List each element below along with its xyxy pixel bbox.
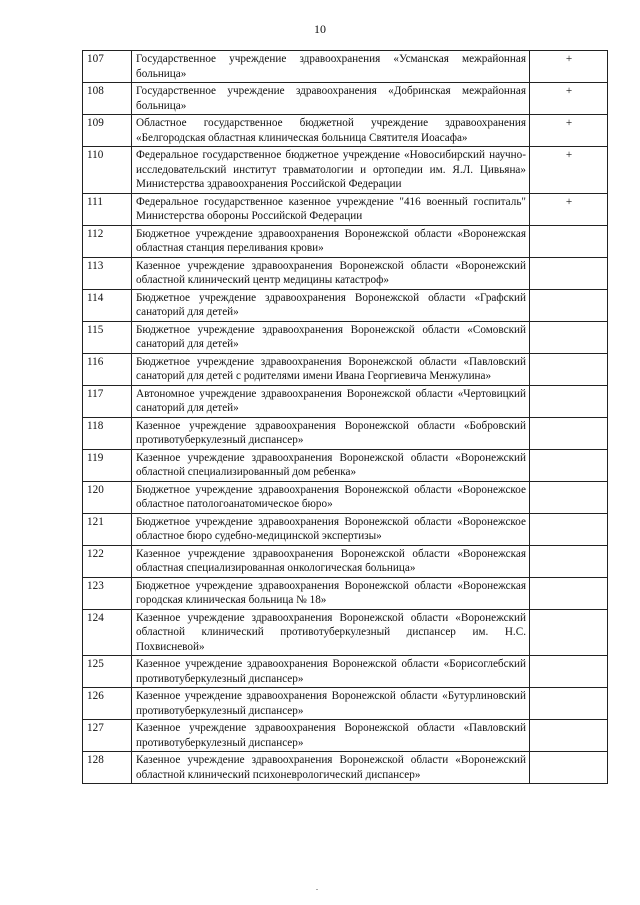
table-row bbox=[83, 720, 608, 752]
inclusion-mark bbox=[530, 417, 608, 449]
institution-name: Бюджетное учреждение здравоохранения Воронежской области «Павловский санаторий для детей с родителями имени Ивана Георгиевича Менжулина» bbox=[132, 353, 530, 385]
inclusion-mark: + bbox=[530, 193, 608, 225]
row-number: 114 bbox=[83, 289, 132, 321]
institutions-table bbox=[82, 50, 608, 784]
row-number: 111 bbox=[83, 193, 132, 225]
institution-name: Казенное учреждение здравоохранения Воронежской области «Борисоглебский противотуберкулезный диспансер» bbox=[132, 656, 530, 688]
institution-name: Казенное учреждение здравоохранения Воронежской области «Бутурлиновский противотуберкулезный диспансер» bbox=[132, 688, 530, 720]
table-row bbox=[83, 147, 608, 194]
table-row bbox=[83, 481, 608, 513]
institution-name: Федеральное государственное бюджетное учреждение «Новосибирский научно-исследовательский институт травматологии и ортопедии им. Я.Л. Цивьяна» Министерства здравоохранения Российской Федерации bbox=[132, 147, 530, 194]
inclusion-mark bbox=[530, 257, 608, 289]
inclusion-mark bbox=[530, 656, 608, 688]
footer-mark: . bbox=[316, 883, 318, 892]
row-number: 116 bbox=[83, 353, 132, 385]
inclusion-mark bbox=[530, 577, 608, 609]
institution-name: Казенное учреждение здравоохранения Воронежской области «Воронежский областной клинический центр медицины катастроф» bbox=[132, 257, 530, 289]
inclusion-mark bbox=[530, 513, 608, 545]
table-row bbox=[83, 353, 608, 385]
inclusion-mark: + bbox=[530, 115, 608, 147]
row-number: 117 bbox=[83, 385, 132, 417]
row-number: 121 bbox=[83, 513, 132, 545]
inclusion-mark: + bbox=[530, 51, 608, 83]
inclusion-mark bbox=[530, 385, 608, 417]
table-row bbox=[83, 656, 608, 688]
table-row bbox=[83, 417, 608, 449]
table-row bbox=[83, 545, 608, 577]
row-number: 110 bbox=[83, 147, 132, 194]
row-number: 123 bbox=[83, 577, 132, 609]
row-number: 108 bbox=[83, 83, 132, 115]
inclusion-mark bbox=[530, 688, 608, 720]
row-number: 118 bbox=[83, 417, 132, 449]
table-row bbox=[83, 83, 608, 115]
institution-name: Областное государственное бюджетной учреждение здравоохранения «Белгородская областная клиническая больница Святителя Иоасафа» bbox=[132, 115, 530, 147]
row-number: 127 bbox=[83, 720, 132, 752]
row-number: 120 bbox=[83, 481, 132, 513]
table-row bbox=[83, 577, 608, 609]
inclusion-mark bbox=[530, 720, 608, 752]
row-number: 115 bbox=[83, 321, 132, 353]
institution-name: Бюджетное учреждение здравоохранения Воронежской области «Воронежская городская клиническая больница № 18» bbox=[132, 577, 530, 609]
table-row bbox=[83, 321, 608, 353]
table-row bbox=[83, 449, 608, 481]
table-row bbox=[83, 257, 608, 289]
row-number: 122 bbox=[83, 545, 132, 577]
row-number: 128 bbox=[83, 752, 132, 784]
institution-name: Государственное учреждение здравоохранения «Добринская межрайонная больница» bbox=[132, 83, 530, 115]
institution-name: Автономное учреждение здравоохранения Воронежской области «Чертовицкий санаторий для детей» bbox=[132, 385, 530, 417]
institution-name: Казенное учреждение здравоохранения Воронежской области «Воронежская областная специализированная онкологическая больница» bbox=[132, 545, 530, 577]
inclusion-mark: + bbox=[530, 147, 608, 194]
row-number: 125 bbox=[83, 656, 132, 688]
row-number: 109 bbox=[83, 115, 132, 147]
page-number: 10 bbox=[314, 22, 326, 36]
inclusion-mark bbox=[530, 449, 608, 481]
institution-name: Казенное учреждение здравоохранения Воронежской области «Воронежский областной клинический противотуберкулезный диспансер им. Н.С. Похвисневой» bbox=[132, 609, 530, 656]
inclusion-mark bbox=[530, 225, 608, 257]
table-row bbox=[83, 289, 608, 321]
inclusion-mark bbox=[530, 609, 608, 656]
institution-name: Бюджетное учреждение здравоохранения Воронежской области «Воронежская областная станция переливания крови» bbox=[132, 225, 530, 257]
institution-name: Федеральное государственное казенное учреждение "416 военный госпиталь" Министерства обороны Российской Федерации bbox=[132, 193, 530, 225]
inclusion-mark bbox=[530, 481, 608, 513]
row-number: 113 bbox=[83, 257, 132, 289]
inclusion-mark bbox=[530, 752, 608, 784]
row-number: 107 bbox=[83, 51, 132, 83]
institution-name: Государственное учреждение здравоохранения «Усманская межрайонная больница» bbox=[132, 51, 530, 83]
inclusion-mark bbox=[530, 545, 608, 577]
institution-name: Бюджетное учреждение здравоохранения Воронежской области «Графский санаторий для детей» bbox=[132, 289, 530, 321]
inclusion-mark bbox=[530, 321, 608, 353]
table-row bbox=[83, 385, 608, 417]
table-row bbox=[83, 688, 608, 720]
table-row bbox=[83, 752, 608, 784]
row-number: 126 bbox=[83, 688, 132, 720]
institution-name: Бюджетное учреждение здравоохранения Воронежской области «Воронежское областное патологоанатомическое бюро» bbox=[132, 481, 530, 513]
table-row bbox=[83, 513, 608, 545]
table-row bbox=[83, 225, 608, 257]
row-number: 119 bbox=[83, 449, 132, 481]
institution-name: Бюджетное учреждение здравоохранения Воронежской области «Сомовский санаторий для детей» bbox=[132, 321, 530, 353]
row-number: 124 bbox=[83, 609, 132, 656]
inclusion-mark bbox=[530, 353, 608, 385]
institution-name: Казенное учреждение здравоохранения Воронежской области «Павловский противотуберкулезный диспансер» bbox=[132, 720, 530, 752]
table-row bbox=[83, 115, 608, 147]
institution-name: Бюджетное учреждение здравоохранения Воронежской области «Воронежское областное бюро судебно-медицинской экспертизы» bbox=[132, 513, 530, 545]
inclusion-mark bbox=[530, 289, 608, 321]
institution-name: Казенное учреждение здравоохранения Воронежской области «Воронежский областной клинический психоневрологический диспансер» bbox=[132, 752, 530, 784]
row-number: 112 bbox=[83, 225, 132, 257]
inclusion-mark: + bbox=[530, 83, 608, 115]
table-row bbox=[83, 51, 608, 83]
institution-name: Казенное учреждение здравоохранения Воронежской области «Воронежский областной специализированный дом ребенка» bbox=[132, 449, 530, 481]
institution-name: Казенное учреждение здравоохранения Воронежской области «Бобровский противотуберкулезный диспансер» bbox=[132, 417, 530, 449]
table-row bbox=[83, 193, 608, 225]
table-row bbox=[83, 609, 608, 656]
